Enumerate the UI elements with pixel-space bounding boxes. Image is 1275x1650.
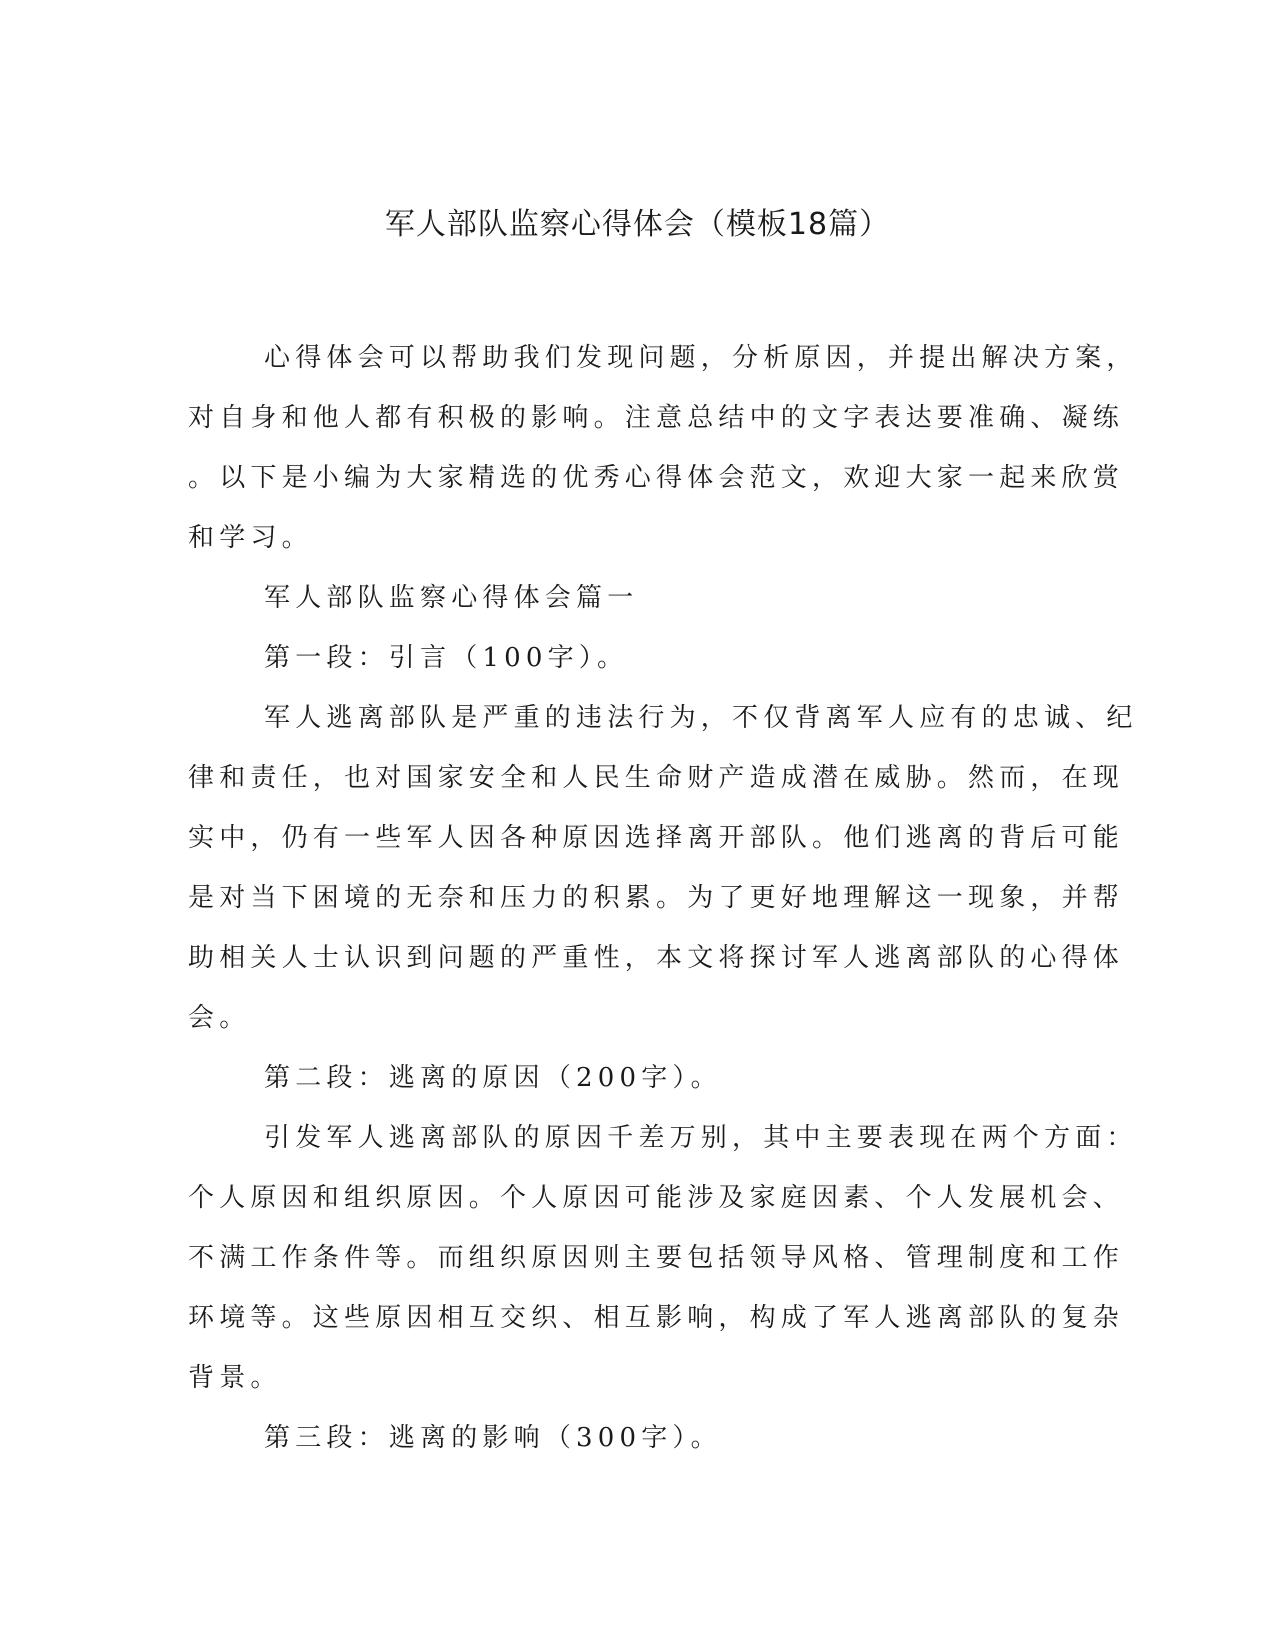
text-line: 律和责任，也对国家安全和人民生命财产造成潜在威胁。然而，在现	[188, 763, 1125, 793]
text-line: 引发军人逃离部队的原因千差万别，其中主要表现在两个方面：	[264, 1123, 1138, 1153]
text-line: 实中，仍有一些军人因各种原因选择离开部队。他们逃离的背后可能	[188, 823, 1125, 853]
text-line: 不满工作条件等。而组织原因则主要包括领导风格、管理制度和工作	[188, 1243, 1125, 1273]
chapter-heading: 军人部队监察心得体会篇一	[264, 583, 639, 613]
text-line: 助相关人士认识到问题的严重性，本文将探讨军人逃离部队的心得体	[188, 943, 1125, 973]
text-line: 背景。	[188, 1363, 282, 1393]
text-line: 。以下是小编为大家精选的优秀心得体会范文，欢迎大家一起来欣赏	[188, 463, 1125, 493]
section-heading: 第一段：引言（100字）。	[264, 643, 629, 673]
section-heading: 第三段：逃离的影响（300字）。	[264, 1423, 722, 1453]
text-line: 军人逃离部队是严重的违法行为，不仅背离军人应有的忠诚、纪	[264, 703, 1138, 733]
text-line: 环境等。这些原因相互交织、相互影响，构成了军人逃离部队的复杂	[188, 1303, 1125, 1333]
text-line: 是对当下困境的无奈和压力的积累。为了更好地理解这一现象，并帮	[188, 883, 1125, 913]
text-line: 心得体会可以帮助我们发现问题，分析原因，并提出解决方案，	[264, 343, 1138, 373]
section2-paragraph	[188, 1108, 1138, 1408]
text-line: 会。	[188, 1003, 251, 1033]
text-line: 个人原因和组织原因。个人原因可能涉及家庭因素、个人发展机会、	[188, 1183, 1125, 1213]
intro-paragraph	[188, 328, 1138, 568]
text-line: 对自身和他人都有积极的影响。注意总结中的文字表达要准确、凝练	[188, 403, 1125, 433]
section1-paragraph	[188, 688, 1138, 1048]
section-heading: 第二段：逃离的原因（200字）。	[264, 1063, 722, 1093]
text-line: 和学习。	[188, 523, 313, 553]
document-body	[188, 328, 1138, 1468]
document-title: 军人部队监察心得体会（模板18篇）	[384, 207, 891, 242]
